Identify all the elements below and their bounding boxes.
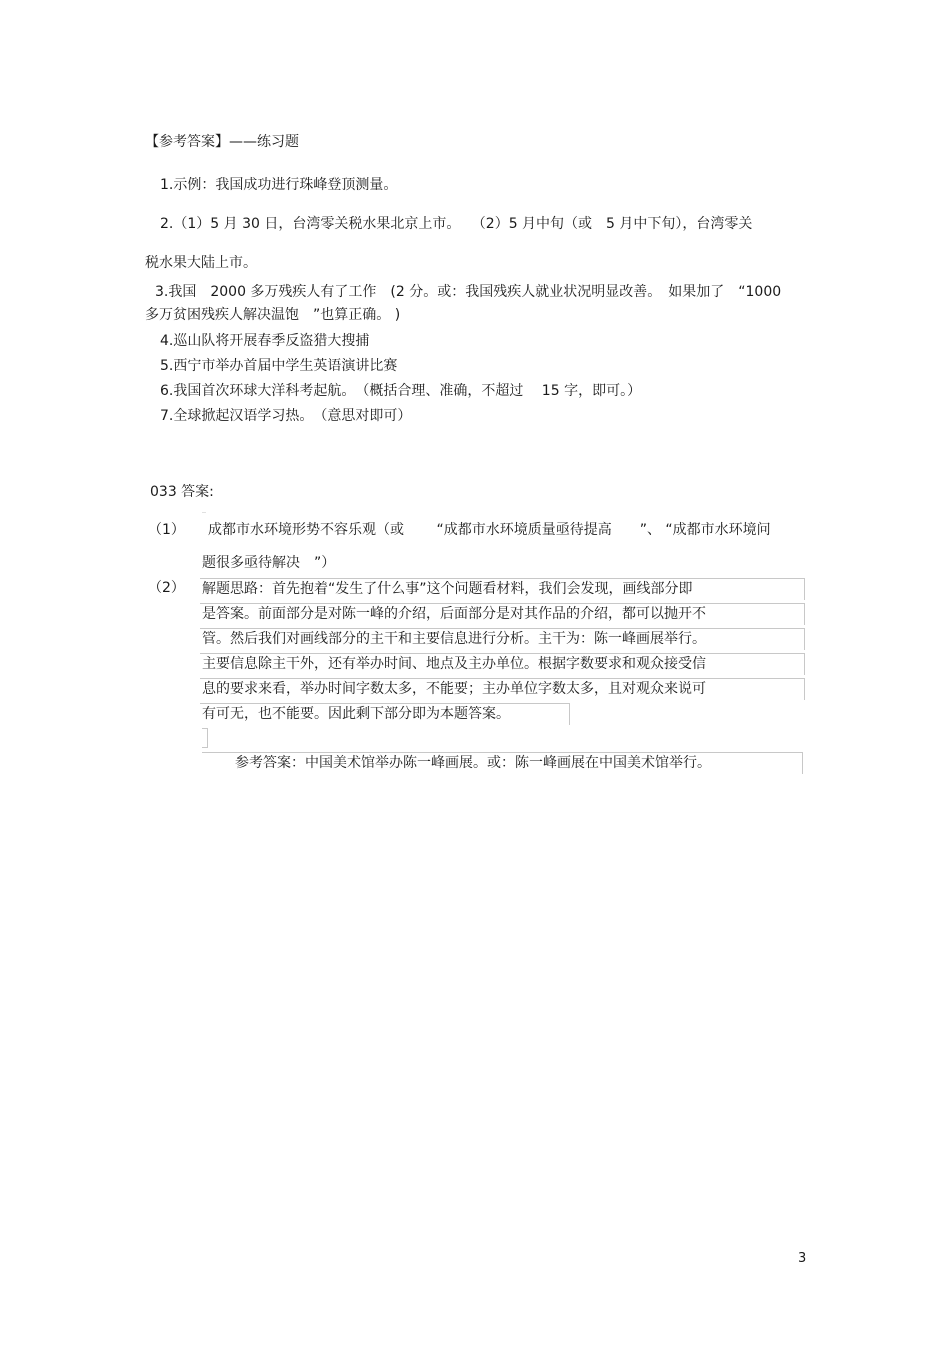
q2-line-5: 息的要求来看，举办时间字数太多，不能要；主办单位字数太多，且对观众来说可 [200, 678, 805, 700]
answer-item-5: 5.西宁市举办首届中学生英语演讲比赛 [160, 358, 398, 374]
q2-line-4: 主要信息除主干外，还有举办时间、地点及主办单位。根据字数要求和观众接受信 [200, 653, 805, 675]
answer-item-3-cont: 多万贫困残疾人解决温饱 ”也算正确。 ) [145, 307, 401, 323]
answer-item-4: 4.巡山队将开展春季反盗猎大搜捕 [160, 333, 370, 349]
q2-line-1: 解题思路：首先抱着“发生了什么事”这个问题看材料，我们会发现，画线部分即 [200, 578, 805, 600]
answer-item-7: 7.全球掀起汉语学习热。 （意思对即可） [160, 408, 412, 424]
decorative-bracket [202, 728, 208, 748]
answer-item-1: 1.示例：我国成功进行珠峰登顶测量。 [160, 177, 398, 193]
answer-item-6: 6.我国首次环球大洋科考起航。 （概括合理、准确，不超过 15 字，即可。） [160, 383, 642, 399]
q2-line-3: 管。然后我们对画线部分的主干和主要信息进行分析。主干为：陈一峰画展举行。 [200, 628, 805, 650]
q1-number: （1） [148, 522, 185, 538]
q1-line-1: 成都市水环境形势不容乐观（或 “成都市水环境质量亟待提高 ”、 “成都市水环境问 [208, 522, 771, 538]
answer-heading: 【参考答案】——练习题 [145, 134, 299, 150]
q2-line-6: 有可无，也不能要。因此剩下部分即为本题答案。 [200, 703, 570, 725]
answer-item-2-cont: 税水果大陆上市。 [145, 255, 257, 271]
decorative-mark [202, 512, 206, 517]
q1-line-2: 题很多亟待解决 ”） [202, 555, 336, 571]
page-number: 3 [798, 1251, 807, 1266]
section-033-heading: 033 答案: [150, 484, 214, 500]
q2-number: （2） [148, 580, 185, 596]
answer-item-3: 3.我国 2000 多万残疾人有了工作 (2 分。或：我国残疾人就业状况明显改善。 如果加了 “1000 [155, 284, 782, 300]
q2-reference-answer: 参考答案：中国美术馆举办陈一峰画展。或：陈一峰画展在中国美术馆举行。 [202, 752, 803, 774]
answer-item-2: 2.（1）5 月 30 日，台湾零关税水果北京上市。 （2）5 月中旬（或 5 月中下旬），台湾零关 [160, 216, 753, 232]
q2-line-2: 是答案。前面部分是对陈一峰的介绍，后面部分是对其作品的介绍，都可以抛开不 [200, 603, 805, 625]
